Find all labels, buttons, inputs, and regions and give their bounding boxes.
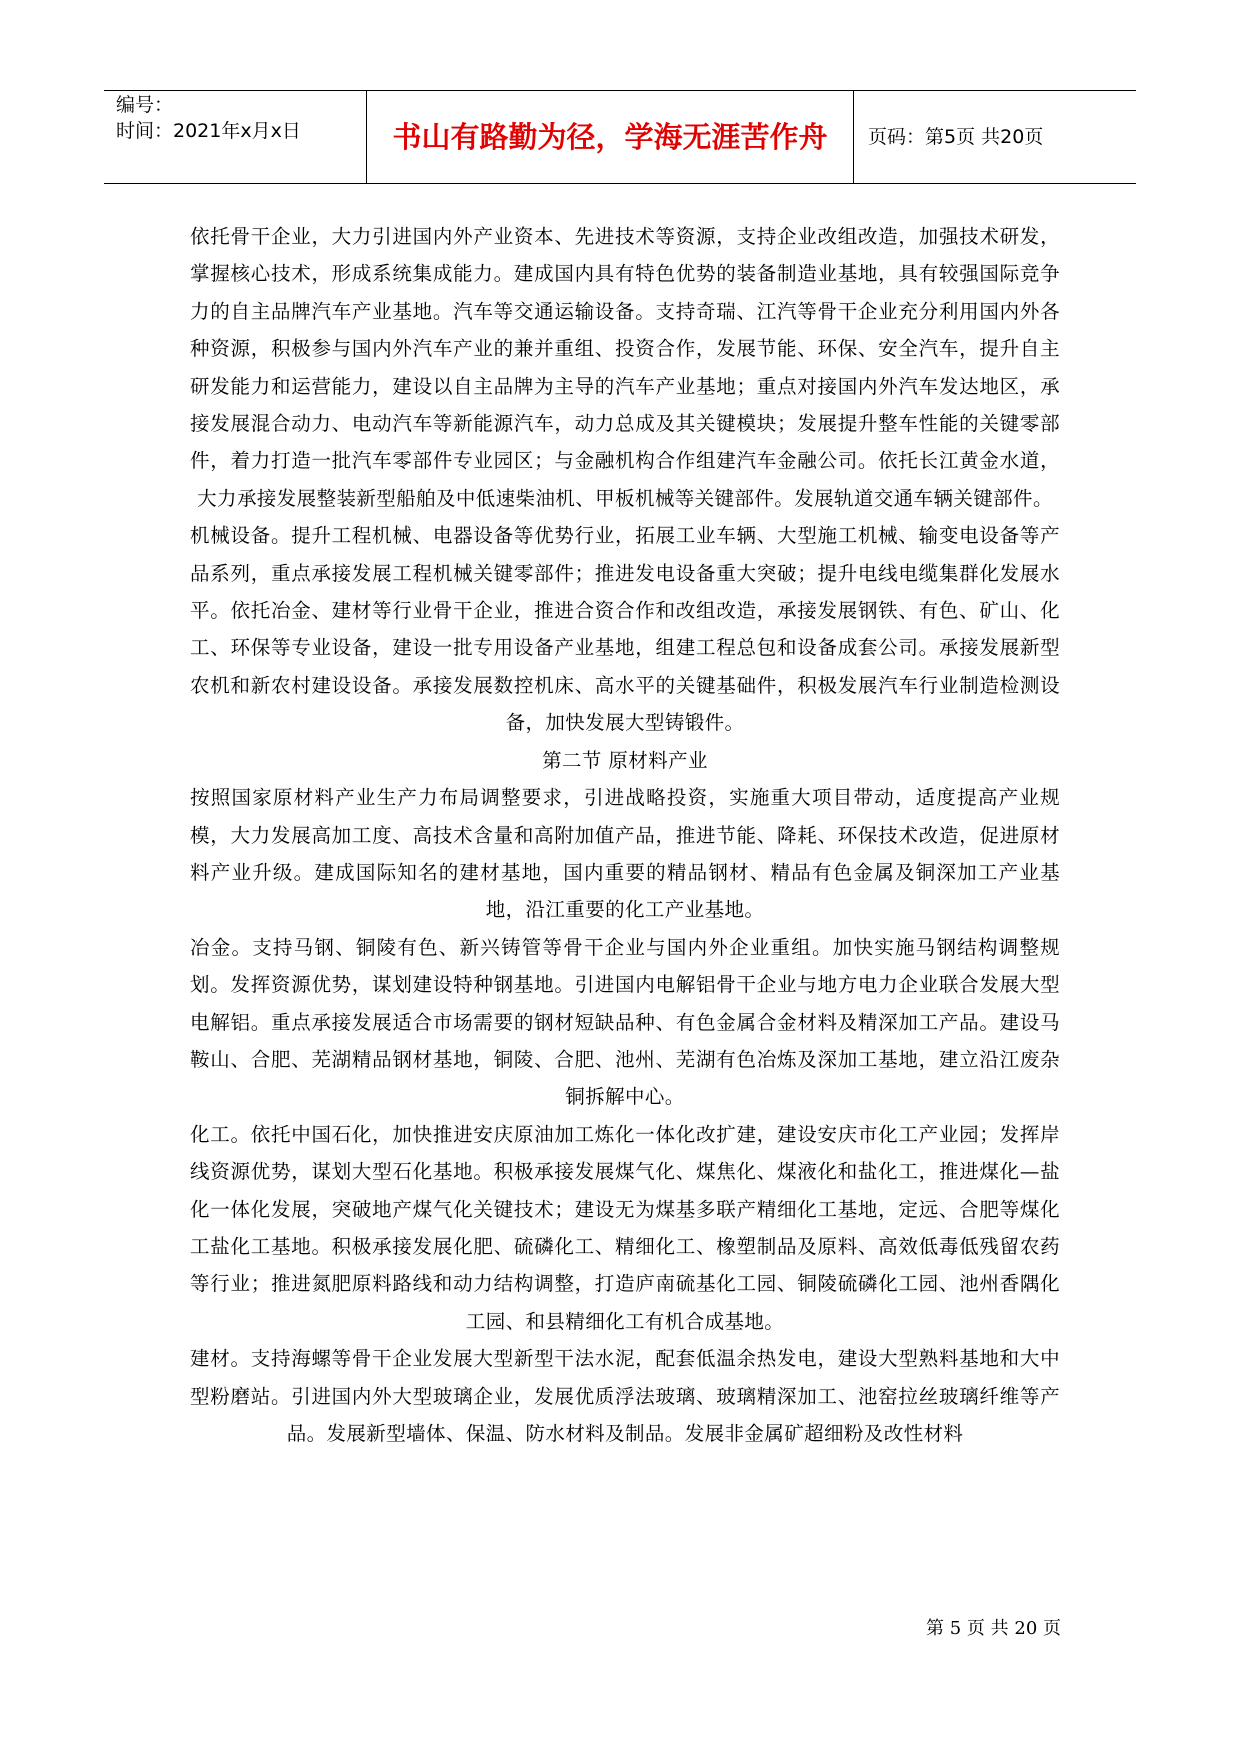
header-right-cell <box>854 91 1136 183</box>
paragraph-metallurgy: 冶金。支持马钢、铜陵有色、新兴铸管等骨干企业与国内外企业重组。加快实施马钢结构调整规划。发挥资源优势，谋划建设特种钢基地。引进国内电解铝骨干企业与地方电力企业联合发展大型电解铝。重点承接发展适合市场需要的钢材短缺品种、有色金属合金材料及精深加工产品。建设马鞍山、合肥、芜湖精品钢材基地，铜陵、合肥、池州、芜湖有色冶炼及深加工基地，建立沿江废杂铜拆解中心。 <box>190 935 1060 1109</box>
section-title: 第二节 原材料产业 <box>542 748 708 772</box>
page-code: 页码：第5页 共20页 <box>868 126 1044 148</box>
paragraph-machinery: 机械设备。提升工程机械、电器设备等优势行业，拓展工业车辆、大型施工机械、输变电设备等产品系列，重点承接发展工程机械关键零部件；推进发电设备重大突破；提升电线电缆集群化发展水平。依托冶金、建材等行业骨干企业，推进合资合作和改组改造，承接发展钢铁、有色、矿山、化工、环保等专业设备，建设一批专用设备产业基地，组建工程总包和设备成套公司。承接发展新型农机和新农村建设设备。承接发展数控机床、高水平的关键基础件，积极发展汽车行业制造检测设备，加快发展大型铸锻件。 <box>190 524 1060 735</box>
number-label: 编号： <box>116 94 174 116</box>
paragraph-building-materials: 建材。支持海螺等骨干企业发展大型新型干法水泥，配套低温余热发电，建设大型熟料基地和大中型粉磨站。引进国内外大型玻璃企业，发展优质浮法玻璃、玻璃精深加工、池窑拉丝玻璃纤维等产品。发展新型墙体、保温、防水材料及制品。发展非金属矿超细粉及改性材料 <box>190 1347 1060 1445</box>
time-label: 时间：2021年x月x日 <box>116 120 301 142</box>
header-motto-cell <box>366 91 854 183</box>
header-left-cell <box>104 91 366 183</box>
motto: 书山有路勤为径，学海无涯苦作舟 <box>392 120 828 154</box>
document-body <box>190 218 1060 1452</box>
document-header <box>104 90 1136 184</box>
page-footer: 第 5 页 共 20 页 <box>926 1618 1061 1639</box>
paragraph-automotive: 依托骨干企业，大力引进国内外产业资本、先进技术等资源，支持企业改组改造，加强技术研发，掌握核心技术，形成系统集成能力。建成国内具有特色优势的装备制造业基地，具有较强国际竞争力的自主品牌汽车产业基地。汽车等交通运输设备。支持奇瑞、江汽等骨干企业充分利用国内外各种资源，积极参与国内外汽车产业的兼并重组、投资合作，发展节能、环保、安全汽车，提升自主研发能力和运营能力，建设以自主品牌为主导的汽车产业基地；重点对接国内外汽车发达地区，承接发展混合动力、电动汽车等新能源汽车，动力总成及其关键模块；发展提升整车性能的关键零部件，着力打造一批汽车零部件专业园区；与金融机构合作组建汽车金融公司。依托长江黄金水道，大力承接发展整装新型船舶及中低速柴油机、甲板机械等关键部件。发展轨道交通车辆关键部件。 <box>190 225 1060 510</box>
paragraph-raw-materials: 按照国家原材料产业生产力布局调整要求，引进战略投资，实施重大项目带动，适度提高产业规模，大力发展高加工度、高技术含量和高附加值产品，推进节能、降耗、环保技术改造，促进原材料产业升级。建成国际知名的建材基地，国内重要的精品钢材、精品有色金属及铜深加工产业基地，沿江重要的化工产业基地。 <box>190 786 1060 922</box>
paragraph-chemical: 化工。依托中国石化，加快推进安庆原油加工炼化一体化改扩建，建设安庆市化工产业园；发挥岸线资源优势，谋划大型石化基地。积极承接发展煤气化、煤焦化、煤液化和盐化工，推进煤化—盐化一体化发展，突破地产煤气化关键技术；建设无为煤基多联产精细化工基地，定远、合肥等煤化工盐化工基地。积极承接发展化肥、硫磷化工、精细化工、橡塑制品及原料、高效低毒低残留农药等行业；推进氮肥原料路线和动力结构调整，打造庐南硫基化工园、铜陵硫磷化工园、池州香隅化工园、和县精细化工有机合成基地。 <box>190 1122 1060 1333</box>
